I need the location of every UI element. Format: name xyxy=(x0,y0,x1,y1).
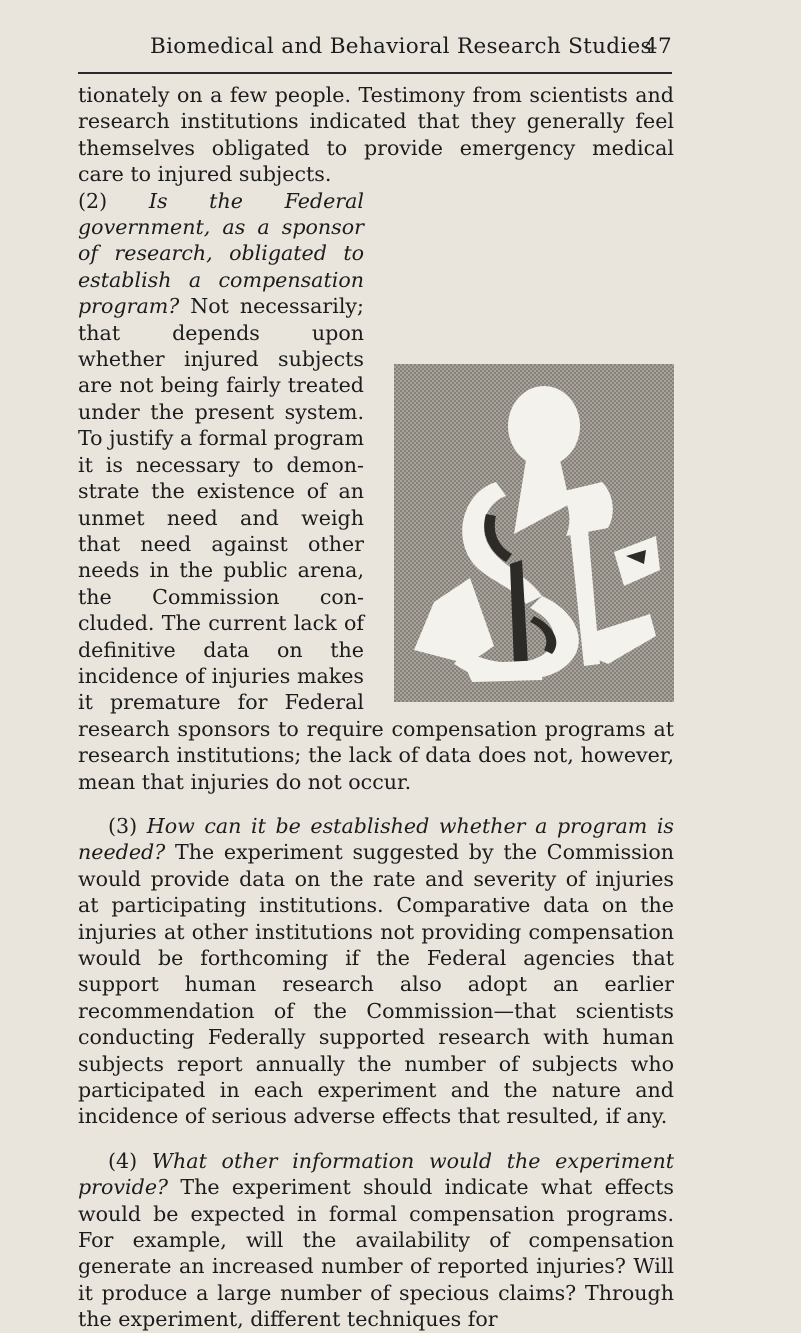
paragraph-4 xyxy=(78,1148,674,1333)
injured-figure-with-dollar-sign-icon xyxy=(394,364,674,702)
page-number: 47 xyxy=(644,34,672,59)
item-number-3: (3) xyxy=(108,813,147,838)
body-text xyxy=(78,82,674,1333)
illustration xyxy=(394,364,674,702)
item-number-4: (4) xyxy=(108,1148,152,1173)
answer-2: Not necessarily; that depends upon whether injured subjects are not being fairly treated under the present system. To justify a formal program it is necessary to demonstrate the existence of an unmet need and weigh that need against other needs in the public arena, the Commission concluded. The current lack of definitive data on the incidence of injuries makes it premature for Federal research sponsors to require compensation programs at research institutions; the lack of data does not, however, mean that injuries do not occur. xyxy=(78,294,674,794)
answer-3: The experiment suggested by the Commission would provide data on the rate and severity of injuries at participating institutions. Comparative data on the injuries at other institutions not providing compensation would be forthcoming if the Federal agencies that support human research also adopt an earlier recommendation of the Commission—that scientists conducting Federally supported research with human subjects report annually the number of subjects who participated in each experiment and the nature and incidence of serious adverse effects that resulted, if any. xyxy=(78,840,674,1129)
question-3: How can it be established whether a program is needed? xyxy=(78,813,674,865)
running-head xyxy=(78,34,672,68)
paragraph-3 xyxy=(78,813,674,1130)
paragraph-1: tionately on a few people. Testimony from scientists and research institutions indicated that they generally feel themselves obligated to provide emergency medical care to injured subjects. xyxy=(78,83,674,187)
item-number-2: (2) xyxy=(78,188,149,213)
question-2: Is the Federal government, as a sponsor of research, obligated to establish a compensation program? xyxy=(78,188,364,319)
question-4: What other information would the experiment provide? xyxy=(78,1148,674,1200)
header-rule xyxy=(78,72,672,74)
answer-4: The experiment should indicate what effects would be expected in formal compensation programs. For example, will the availability of compensation generate an increased number of reported injuries? Will it produce a large number of specious claims? Through the experiment, different techniques for xyxy=(78,1175,674,1332)
running-title: Biomedical and Behavioral Research Studies xyxy=(150,34,652,59)
